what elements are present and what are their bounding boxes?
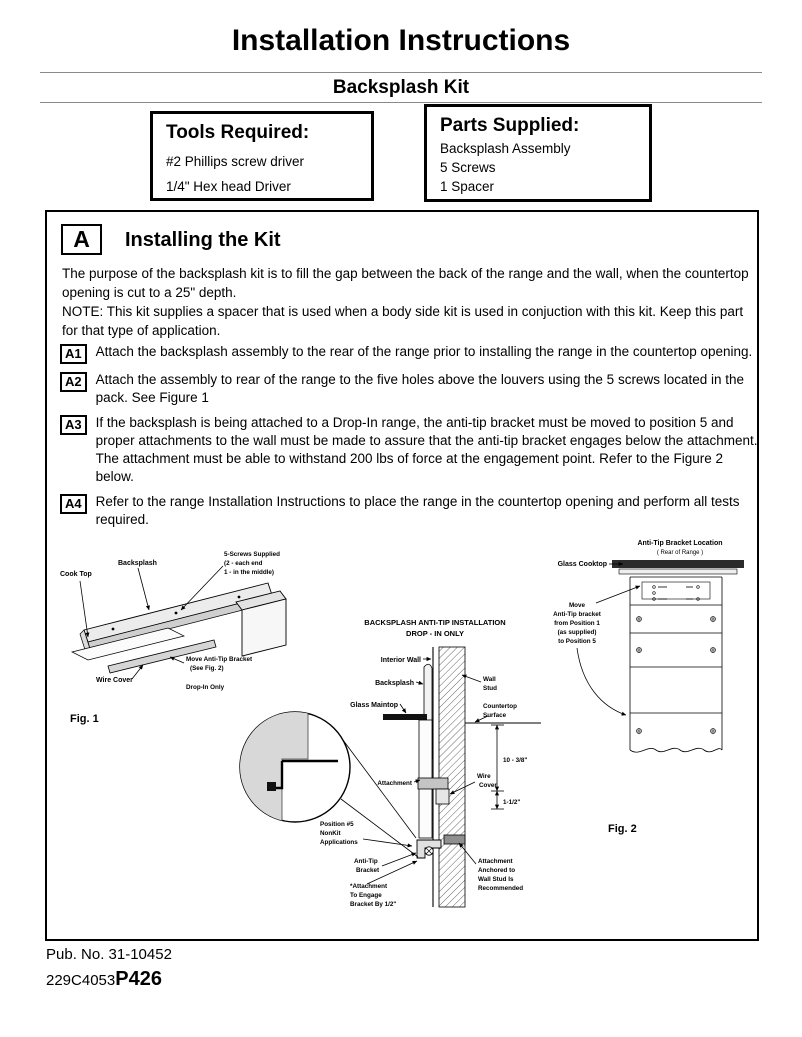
- fig2-range-rear-drawing: [630, 577, 722, 752]
- fig-mid-label-wall-stud-2: Stud: [483, 685, 497, 692]
- fig2-position-marks: [653, 586, 700, 601]
- footer-line2: [46, 968, 172, 991]
- fig-mid-label-anchored-2: Anchored to: [478, 867, 516, 874]
- fig2-label-move-5: to Position 5: [558, 638, 596, 645]
- fig-mid-title-1: BACKSPLASH ANTI-TIP INSTALLATION: [364, 618, 506, 627]
- fig1-backsplash-arrow: [138, 568, 149, 610]
- fig1-label-drop-in-only: Drop-In Only: [186, 684, 225, 691]
- parts-item-1: Backsplash Assembly: [440, 141, 571, 156]
- part-number: 229C4053: [46, 972, 116, 989]
- fig-mid-title-2: DROP - IN ONLY: [406, 629, 464, 638]
- fig2-subtitle: ( Rear of Range ): [656, 550, 704, 556]
- fig-mid-label-anti-tip-2: Bracket: [356, 867, 380, 874]
- step-a1-text: Attach the backsplash assembly to the rear of the range prior to installing the range in the countertop opening.: [95, 344, 753, 359]
- figure-mid: [239, 618, 541, 908]
- fig-mid-wall-drawing: [433, 647, 465, 907]
- doc-title: Installation Instructions: [231, 24, 571, 57]
- fig-mid-label-backsplash: Backsplash: [375, 680, 414, 687]
- steps-list: [60, 343, 760, 536]
- fig1-label-screws-2: (2 - each end: [224, 560, 263, 567]
- fig-mid-label-attachment: Attachment: [377, 780, 412, 787]
- fig-mid-label-countertop-1: Countertop: [483, 703, 517, 710]
- fig2-position1-arrow: [596, 586, 640, 603]
- fig2-screw: [637, 648, 642, 653]
- fig-mid-label-engage-2: To Engage: [350, 892, 382, 899]
- fig-mid-label-countertop-2: Surface: [483, 712, 507, 719]
- figures-canvas: [46, 535, 758, 937]
- intro-note: NOTE: This kit supplies a spacer that is used when a body side kit is used in conjuction with this kit. Keep this part for that type of application.: [62, 304, 744, 338]
- fig-mid-anti-tip-bracket-drawing: [417, 840, 441, 858]
- parts-item-3: 1 Spacer: [440, 179, 495, 194]
- step-a4: [60, 493, 760, 529]
- fig1-move-bracket-arrow: [170, 657, 184, 663]
- fig2-screw: [711, 648, 716, 653]
- fig1-range-corner-drawing: [236, 591, 286, 656]
- pub-number: Pub. No. 31-10452: [46, 946, 172, 963]
- parts-supplied-box: [424, 104, 652, 202]
- fig-mid-label-engage-3: Bracket By 1/2": [350, 901, 397, 908]
- fig-mid-label-dim-top: 10 - 3/8": [503, 757, 528, 764]
- fig-mid-label-anchored-1: Attachment: [478, 858, 513, 865]
- fig2-cooktop-drawing: [612, 560, 744, 574]
- fig2-label-glass-cooktop: Glass Cooktop: [557, 561, 607, 568]
- fig-mid-backsplash-arrow: [416, 682, 423, 684]
- tools-required-box: [150, 111, 374, 201]
- fig2-screw: [711, 729, 716, 734]
- fig-mid-label-glass-maintop: Glass Maintop: [350, 702, 398, 709]
- fig2-label-move-2: Anti-Tip bracket: [553, 611, 601, 618]
- fig1-label-screws-3: 1 - in the middle): [224, 569, 275, 576]
- fig2-label-move-4: (as supplied): [557, 629, 597, 636]
- fig-mid-label-position5-3: Applications: [320, 839, 358, 846]
- intro-text: The purpose of the backsplash kit is to fill the gap between the back of the range and the wall, when the countertop opening is cut to a 25" depth.: [62, 266, 749, 300]
- tools-required-heading: Tools Required:: [166, 122, 310, 143]
- step-a1-label: A1: [60, 344, 87, 364]
- step-a1: [60, 343, 760, 364]
- footer: [46, 946, 172, 991]
- step-a2-text: Attach the assembly to rear of the range to the five holes above the louvers using the 5 screws located in the pack. See Figure 1: [95, 372, 745, 405]
- fig2-screw: [637, 729, 642, 734]
- fig1-label-move-bracket-2: (See Fig. 2): [190, 665, 224, 672]
- title-divider: [40, 72, 762, 73]
- section-heading: Installing the Kit: [125, 229, 281, 251]
- fig1-caption: Fig. 1: [70, 713, 99, 725]
- fig2-label-move-3: from Position 1: [554, 620, 600, 627]
- fig-mid-position5-arrow: [363, 839, 412, 846]
- fig-mid-wall-attachment-drawing: [444, 835, 465, 844]
- section-intro: [62, 264, 762, 340]
- fig1-label-move-bracket-1: Move Anti-Tip Bracket: [186, 656, 253, 663]
- fig-mid-glass-maintop-drawing: [383, 714, 427, 720]
- subtitle-divider: [40, 102, 762, 103]
- fig-mid-label-anchored-3: Wall Stud Is: [478, 876, 514, 883]
- step-a4-label: A4: [60, 494, 87, 514]
- parts-supplied-heading: Parts Supplied:: [440, 115, 580, 136]
- parts-item-2: 5 Screws: [440, 160, 496, 175]
- fig2-screw: [637, 617, 642, 622]
- fig2-label-move-1: Move: [568, 602, 586, 609]
- fig2-position5-arrow: [577, 648, 626, 715]
- figure-1: [60, 551, 286, 725]
- fig2-caption: Fig. 2: [608, 823, 637, 835]
- fig1-label-cook-top: Cook Top: [60, 571, 92, 578]
- fig-mid-label-interior-wall: Interior Wall: [380, 657, 421, 664]
- fig-mid-attachment-drawing: [418, 778, 448, 789]
- doc-subtitle: Backsplash Kit: [332, 77, 470, 98]
- fig-mid-label-wire-cover-2: Cover: [479, 782, 497, 789]
- fig-mid-label-anchored-4: Recommended: [478, 885, 524, 892]
- fig-mid-label-wire-cover-1: Wire: [477, 773, 491, 780]
- fig-mid-label-wall-stud-1: Wall: [483, 676, 496, 683]
- fig-mid-label-engage-1: *Attachment: [350, 883, 388, 890]
- figure-2: [553, 540, 744, 835]
- tools-item-1: #2 Phillips screw driver: [166, 154, 305, 169]
- fig-mid-wire-cover-drawing: [436, 789, 449, 804]
- fig1-label-screws-1: 5-Screws Supplied: [224, 551, 280, 558]
- step-a3-label: A3: [60, 415, 87, 435]
- step-a4-text: Refer to the range Installation Instructions to place the range in the countertop opening and perform all tests required.: [95, 494, 740, 527]
- step-a3: [60, 414, 760, 486]
- fig-mid-label-position5-1: Position #5: [320, 821, 354, 828]
- fig1-cook-top-arrow: [80, 581, 88, 637]
- step-a2: [60, 371, 760, 407]
- fig2-screw: [711, 617, 716, 622]
- page-code: P426: [115, 968, 162, 990]
- fig-mid-glass-maintop-arrow: [400, 704, 406, 713]
- fig-mid-label-anti-tip-1: Anti-Tip: [354, 858, 378, 865]
- fig-mid-label-position5-2: NonKit: [320, 830, 341, 837]
- fig1-label-backsplash: Backsplash: [118, 560, 157, 567]
- fig2-title: Anti-Tip Bracket Location: [637, 540, 723, 547]
- fig1-label-wire-cover: Wire Cover: [96, 677, 133, 684]
- step-a2-label: A2: [60, 372, 87, 392]
- tools-item-2: 1/4" Hex head Driver: [166, 179, 291, 194]
- section-letter-box: A: [61, 224, 102, 255]
- fig-mid-label-dim-bottom: 1-1/2": [503, 799, 521, 806]
- step-a3-text: If the backsplash is being attached to a Drop-In range, the anti-tip bracket must be moved to position 5 and proper attachments to the wall must be made to assure that the anti-tip bracket engages below the attachment. The attachment must be able to withstand 200 lbs of force at the engagement point. Refer to the Figure 2 below.: [95, 415, 758, 484]
